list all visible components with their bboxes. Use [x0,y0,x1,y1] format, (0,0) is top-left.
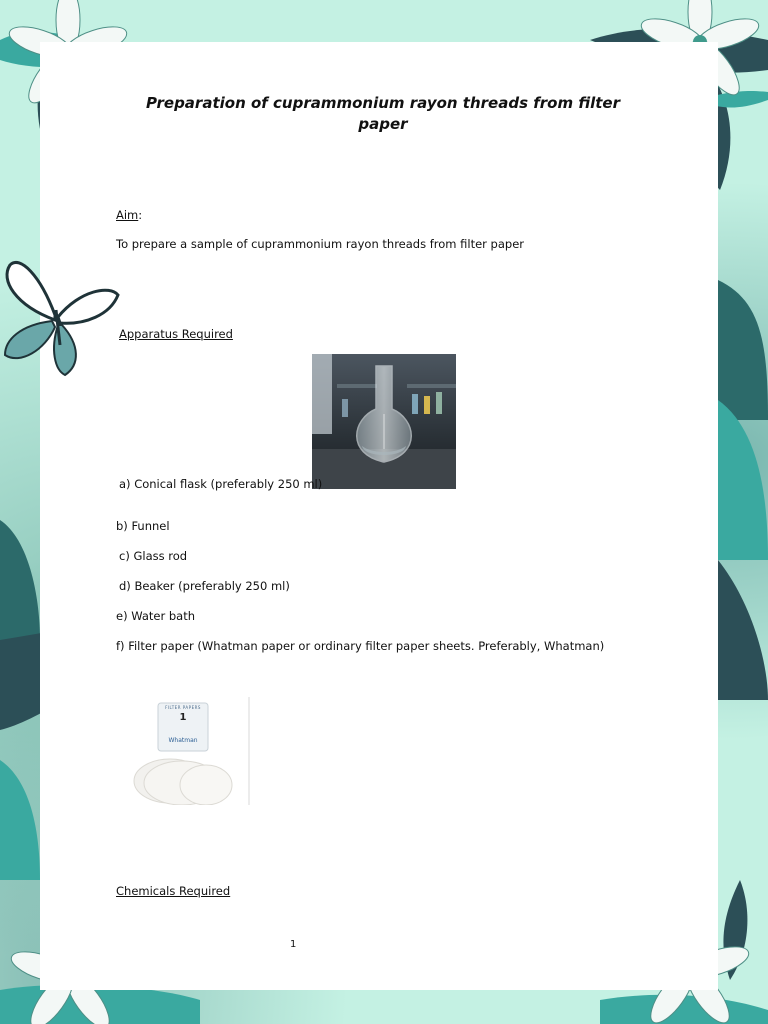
aim-heading: Aim [116,208,139,222]
filter-box-header: FILTER PAPERS [165,705,201,710]
chemicals-heading: Chemicals Required [116,884,231,898]
apparatus-item-c: c) Glass rod [119,549,188,563]
document-page [40,42,718,990]
filter-box-brand: Whatman [168,737,198,744]
apparatus-item-a: a) Conical flask (preferably 250 ml) [119,477,323,491]
aim-colon: : [138,208,143,222]
conical-flask-image [312,354,456,489]
filter-box-number: 1 [179,712,187,723]
butterfly-icon [0,255,120,380]
apparatus-item-f: f) Filter paper (Whatman paper or ordinary filter paper sheets. Preferably, Whatman) [116,639,605,653]
apparatus-item-b: b) Funnel [116,519,170,533]
apparatus-heading: Apparatus Required [119,327,233,341]
page-number: 1 [290,939,297,950]
aim-heading-line [116,208,142,222]
document-title: Preparation of cuprammonium rayon threads from filter paper [145,94,621,133]
aim-text: To prepare a sample of cuprammonium rayon threads from filter paper [116,237,525,251]
apparatus-item-d: d) Beaker (preferably 250 ml) [119,579,290,593]
apparatus-item-e: e) Water bath [116,609,196,623]
filter-paper-image [128,697,250,805]
